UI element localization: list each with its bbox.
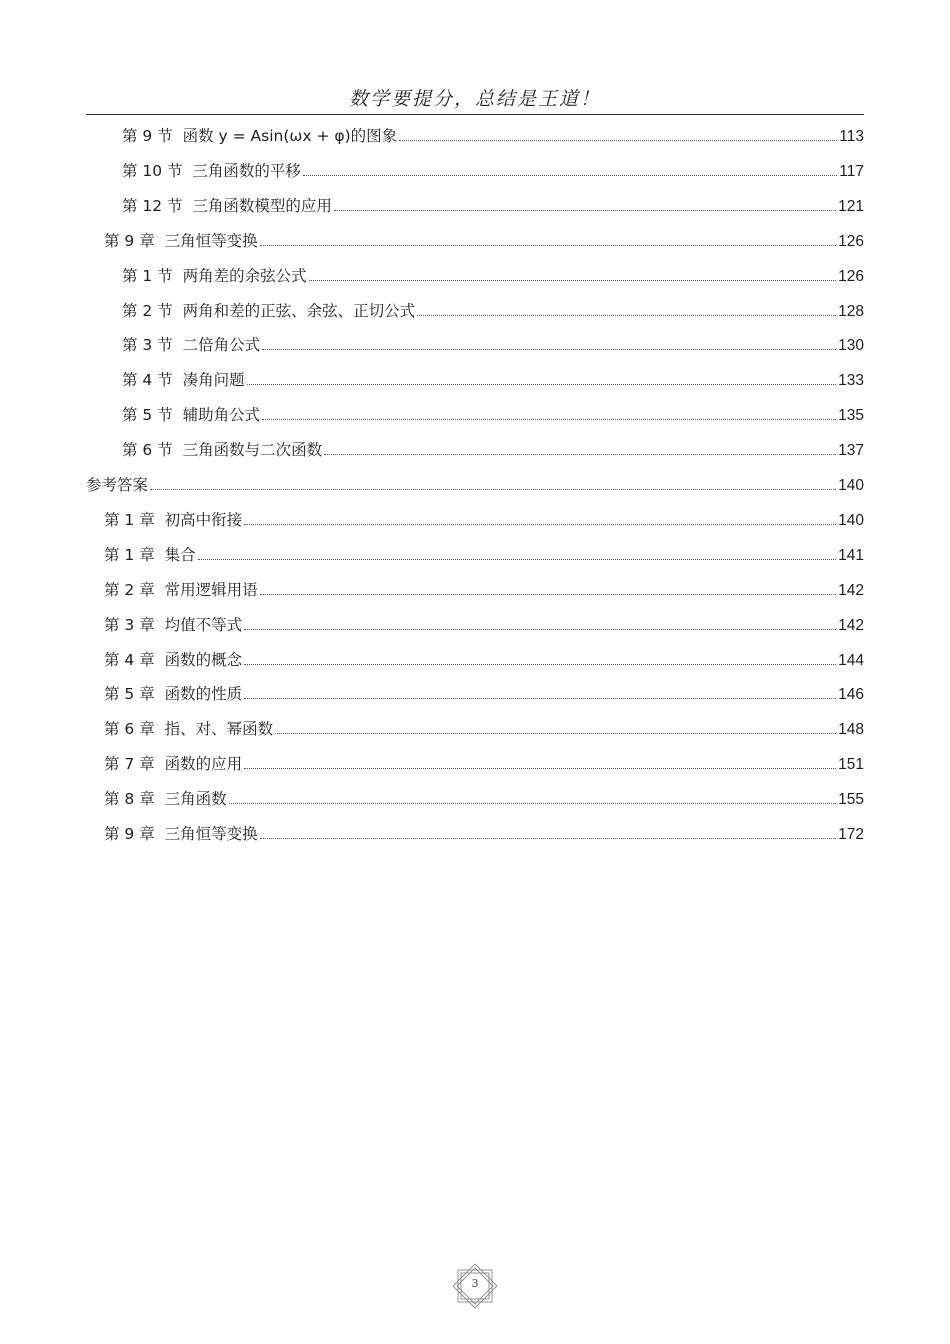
toc-entry-title: 第 2 节 两角和差的正弦、余弦、正切公式 — [122, 301, 416, 320]
toc-entry-title: 第 1 节 两角差的余弦公式 — [122, 266, 307, 285]
toc-dot-leader — [229, 803, 837, 804]
toc-dot-leader — [309, 280, 837, 281]
toc-chapter-entry[interactable] — [104, 775, 864, 809]
toc-chapter-entry[interactable] — [104, 705, 864, 739]
toc-chapter-entry[interactable] — [104, 601, 864, 635]
toc-dot-leader — [334, 210, 836, 211]
toc-entry-title: 第 10 节 三角函数的平移 — [122, 161, 301, 180]
toc-entry-title: 第 4 章 函数的概念 — [104, 650, 243, 669]
toc-dot-leader — [150, 489, 836, 490]
toc-entry-page-number: 126 — [838, 267, 864, 285]
toc-dot-leader — [262, 419, 836, 420]
toc-dot-leader — [244, 664, 836, 665]
toc-entry-title: 第 9 章 三角恒等变换 — [104, 231, 258, 250]
toc-entry-title: 第 6 章 指、对、幂函数 — [104, 720, 274, 739]
toc-entry-title: 第 5 章 函数的性质 — [104, 685, 243, 704]
toc-dot-leader — [247, 384, 837, 385]
toc-entry-title: 第 8 章 三角函数 — [104, 790, 227, 809]
toc-chapter-entry[interactable] — [104, 566, 864, 600]
toc-entry-title: 第 3 节 二倍角公式 — [122, 336, 261, 355]
toc-entry-page-number: 128 — [838, 302, 864, 320]
toc-entry-title: 第 6 节 三角函数与二次函数 — [122, 441, 323, 460]
toc-entry-page-number: 121 — [838, 197, 864, 215]
toc-section-entry[interactable] — [122, 287, 864, 321]
toc-entry-title: 第 12 节 三角函数模型的应用 — [122, 196, 332, 215]
toc-entry-page-number: 155 — [838, 791, 864, 809]
toc-entry-page-number: 133 — [838, 372, 864, 390]
toc-section-entry[interactable] — [122, 147, 864, 181]
toc-dot-leader — [262, 349, 836, 350]
toc-dot-leader — [244, 768, 836, 769]
toc-entry-page-number: 144 — [838, 651, 864, 669]
toc-section-entry[interactable] — [122, 391, 864, 425]
toc-dot-leader — [244, 524, 836, 525]
toc-entry-page-number: 151 — [838, 756, 864, 774]
toc-part-entry[interactable] — [86, 461, 864, 495]
toc-section-entry[interactable] — [122, 112, 864, 146]
toc-entry-page-number: 148 — [838, 721, 864, 739]
toc-dot-leader — [260, 594, 837, 595]
toc-entry-title: 第 1 章 初高中衔接 — [104, 510, 243, 529]
toc-chapter-entry[interactable] — [104, 496, 864, 530]
toc-dot-leader — [260, 838, 837, 839]
toc-entry-page-number: 130 — [838, 337, 864, 355]
toc-chapter-entry[interactable] — [104, 636, 864, 670]
toc-dot-leader — [303, 175, 837, 176]
toc-dot-leader — [417, 315, 836, 316]
toc-entry-page-number: 142 — [838, 616, 864, 634]
toc-section-entry[interactable] — [122, 321, 864, 355]
toc-section-entry[interactable] — [122, 182, 864, 216]
toc-section-entry[interactable] — [122, 426, 864, 460]
page-number-badge — [449, 1262, 501, 1310]
toc-entry-page-number: 117 — [839, 162, 864, 180]
toc-entry-title: 第 3 章 均值不等式 — [104, 615, 243, 634]
toc-entry-page-number: 142 — [838, 581, 864, 599]
toc-entry-page-number: 137 — [838, 442, 864, 460]
toc-entry-page-number: 135 — [838, 407, 864, 425]
toc-entry-title: 第 2 章 常用逻辑用语 — [104, 580, 258, 599]
toc-entry-title: 第 4 节 凑角问题 — [122, 371, 245, 390]
toc-dot-leader — [324, 454, 836, 455]
toc-section-entry[interactable] — [122, 356, 864, 390]
toc-dot-leader — [198, 559, 837, 560]
toc-chapter-entry[interactable] — [104, 217, 864, 251]
page-number: 3 — [471, 1277, 479, 1290]
toc-dot-leader — [244, 698, 836, 699]
toc-section-entry[interactable] — [122, 252, 864, 286]
toc-entry-page-number: 140 — [838, 511, 864, 529]
toc-entry-page-number: 140 — [838, 477, 864, 494]
toc-entry-title: 第 1 章 集合 — [104, 545, 196, 564]
toc-dot-leader — [275, 733, 836, 734]
toc-entry-page-number: 126 — [838, 232, 864, 250]
toc-entry-title: 第 5 节 辅助角公式 — [122, 406, 261, 425]
toc-entry-title: 第 7 章 函数的应用 — [104, 755, 243, 774]
toc-dot-leader — [260, 245, 837, 246]
toc-chapter-entry[interactable] — [104, 740, 864, 774]
toc-dot-leader — [399, 140, 837, 141]
toc-entry-title: 第 9 章 三角恒等变换 — [104, 825, 258, 843]
toc-entry-page-number: 146 — [838, 686, 864, 704]
page-header-slogan: 数学要提分，总结是王道！ — [348, 88, 601, 110]
toc-chapter-entry[interactable] — [104, 670, 864, 704]
toc-entry-page-number: 172 — [838, 826, 864, 843]
toc-entry-title: 参考答案 — [86, 476, 149, 494]
toc-entry-page-number: 141 — [838, 546, 864, 564]
toc-dot-leader — [244, 629, 836, 630]
toc-entry-title: 第 9 节 函数 y = Asin(ωx + φ)的图象 — [122, 127, 398, 145]
toc-chapter-entry[interactable] — [104, 810, 864, 844]
toc-entry-page-number: 113 — [839, 128, 864, 145]
toc-chapter-entry[interactable] — [104, 531, 864, 565]
